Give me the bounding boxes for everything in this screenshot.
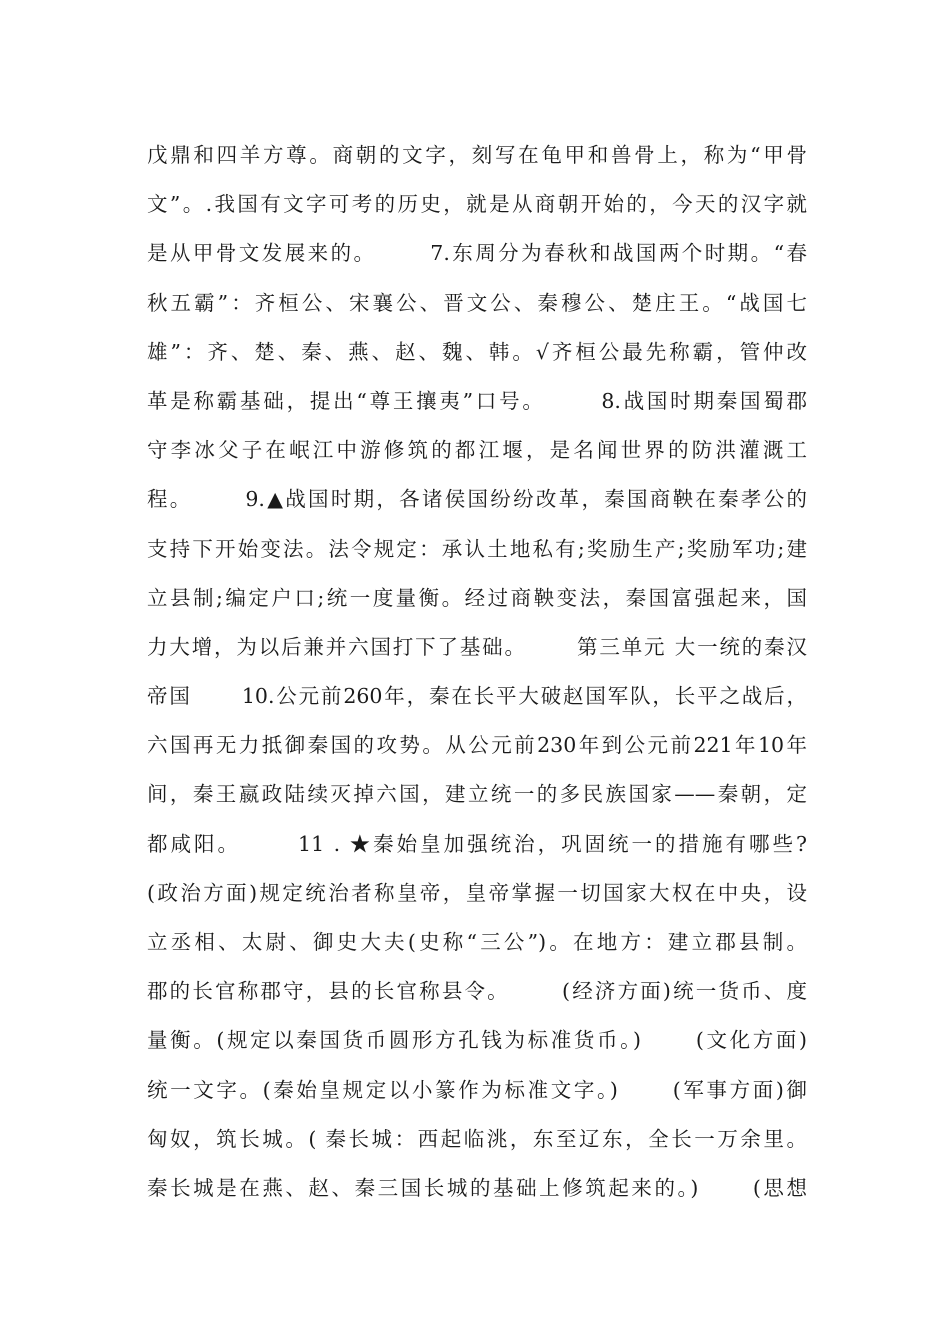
text-line: 文”。.我国有文字可考的历史，就是从商朝开始的，今天的汉字就: [147, 192, 807, 217]
text-line: 量衡。(规定以秦国货币圆形方孔钱为标准货币。) (文化方面): [147, 1028, 807, 1053]
text-line: (政治方面)规定统治者称皇帝，皇帝掌握一切国家大权在中央，设: [147, 880, 807, 905]
text-line: 秦长城是在燕、赵、秦三国长城的基础上修筑起来的。) (思想: [147, 1175, 807, 1200]
body-text: [147, 131, 807, 1213]
text-line: 间，秦王嬴政陆续灭掉六国，建立统一的多民族国家——秦朝，定: [147, 782, 807, 807]
text-line: 程。 9.▲战国时期，各诸侯国纷纷改革，秦国商鞅在秦孝公的: [147, 487, 807, 512]
text-line: 都咸阳。 11 . ★秦始皇加强统治，巩固统一的措施有哪些?: [147, 831, 807, 856]
text-line: 六国再无力抵御秦国的攻势。从公元前230年到公元前221年10年: [147, 733, 807, 758]
text-line: 是从甲骨文发展来的。 7.东周分为春秋和战国两个时期。“春: [147, 241, 807, 266]
text-line: 立丞相、太尉、御史大夫(史称“三公”)。在地方：建立郡县制。: [147, 930, 807, 954]
text-line: 秋五霸”：齐桓公、宋襄公、晋文公、秦穆公、楚庄王。“战国七: [147, 290, 807, 315]
text-line: 统一文字。(秦始皇规定以小篆作为标准文字。) (军事方面)御: [147, 1077, 807, 1102]
text-line: 守李冰父子在岷江中游修筑的都江堰，是名闻世界的防洪灌溉工: [147, 438, 807, 463]
text-line: 支持下开始变法。法令规定：承认土地私有;奖励生产;奖励军功;建: [147, 536, 807, 561]
text-line: 匈奴，筑长城。( 秦长城：西起临洮，东至辽东，全长一万余里。: [147, 1126, 807, 1151]
text-line: 帝国 10.公元前260年，秦在长平大破赵国军队，长平之战后，: [147, 684, 807, 709]
text-line: 立县制;编定户口;统一度量衡。经过商鞅变法，秦国富强起来，国: [147, 585, 807, 610]
text-line: 革是称霸基础，提出“尊王攘夷”口号。 8.战国时期秦国蜀郡: [147, 388, 807, 413]
text-line: 雄”：齐、楚、秦、燕、赵、魏、韩。√齐桓公最先称霸，管仲改: [147, 339, 807, 364]
text-line: 郡的长官称郡守，县的长官称县令。 (经济方面)统一货币、度: [147, 979, 807, 1004]
text-line: 力大增，为以后兼并六国打下了基础。 第三单元 大一统的秦汉: [147, 634, 807, 659]
text-line: 戊鼎和四羊方尊。商朝的文字，刻写在龟甲和兽骨上，称为“甲骨: [147, 143, 807, 167]
